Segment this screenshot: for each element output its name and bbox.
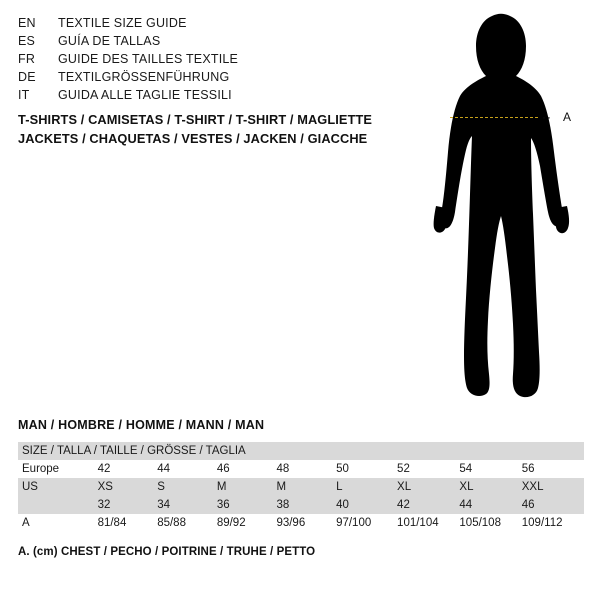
table-row: [18, 496, 584, 514]
silhouette-arm-detail: [400, 10, 600, 410]
category-jackets: JACKETS / CHAQUETAS / VESTES / JACKEN / GIACCHE: [18, 131, 368, 146]
language-code: EN: [18, 16, 36, 30]
cell: M: [276, 478, 336, 496]
cell: 38: [276, 496, 336, 514]
chest-measure-label: A: [563, 110, 572, 124]
table-header-row: [18, 442, 584, 460]
cell: 42: [397, 496, 459, 514]
language-row: [18, 32, 378, 50]
table-row: [18, 514, 584, 532]
table-row: [18, 460, 584, 478]
cell: M: [217, 478, 277, 496]
cell: 32: [98, 496, 158, 514]
cell: 97/100: [336, 514, 397, 532]
cell: 46: [217, 460, 277, 478]
language-text: TEXTILGRÖSSENFÜHRUNG: [58, 70, 230, 84]
table-header-label: SIZE / TALLA / TAILLE / GRÖSSE / TAGLIA: [18, 442, 584, 460]
language-text: GUIDA ALLE TAGLIE TESSILI: [58, 88, 232, 102]
cell: 56: [522, 460, 584, 478]
language-text: GUÍA DE TALLAS: [58, 34, 161, 48]
size-table: [18, 442, 584, 532]
chest-measure-dots: ··: [542, 110, 552, 124]
cell: 81/84: [98, 514, 158, 532]
cell: 109/112: [522, 514, 584, 532]
cell: 54: [459, 460, 521, 478]
chest-measure-line: [450, 117, 538, 118]
language-text: TEXTILE SIZE GUIDE: [58, 16, 187, 30]
language-row: [18, 86, 378, 104]
cell: S: [157, 478, 217, 496]
category-tshirts: T-SHIRTS / CAMISETAS / T-SHIRT / T-SHIRT / MAGLIETTE: [18, 112, 373, 127]
language-row: [18, 14, 378, 32]
cell: 36: [217, 496, 277, 514]
language-row: [18, 50, 378, 68]
cell: 48: [276, 460, 336, 478]
cell: 101/104: [397, 514, 459, 532]
cell: 85/88: [157, 514, 217, 532]
cell: 52: [397, 460, 459, 478]
language-text: GUIDE DES TAILLES TEXTILE: [58, 52, 239, 66]
table-row: [18, 478, 584, 496]
table-title: MAN / HOMBRE / HOMME / MANN / MAN: [18, 418, 265, 432]
cell: XS: [98, 478, 158, 496]
cell: 46: [522, 496, 584, 514]
cell: 50: [336, 460, 397, 478]
cell: XL: [459, 478, 521, 496]
row-label: A: [18, 514, 98, 532]
cell: XXL: [522, 478, 584, 496]
table-footnote: A. (cm) CHEST / PECHO / POITRINE / TRUHE / PETTO: [18, 546, 316, 558]
cell: 89/92: [217, 514, 277, 532]
language-code: ES: [18, 34, 36, 48]
cell: 42: [98, 460, 158, 478]
row-label: US: [18, 478, 98, 496]
language-list: [18, 14, 378, 104]
cell: 34: [157, 496, 217, 514]
cell: XL: [397, 478, 459, 496]
language-code: IT: [18, 88, 30, 102]
language-row: [18, 68, 378, 86]
language-code: DE: [18, 70, 36, 84]
row-label: [18, 496, 98, 514]
category-headings: [18, 110, 418, 148]
cell: L: [336, 478, 397, 496]
cell: 93/96: [276, 514, 336, 532]
cell: 44: [157, 460, 217, 478]
cell: 44: [459, 496, 521, 514]
male-silhouette-figure: [400, 10, 600, 410]
language-code: FR: [18, 52, 36, 66]
cell: 40: [336, 496, 397, 514]
row-label: Europe: [18, 460, 98, 478]
cell: 105/108: [459, 514, 521, 532]
